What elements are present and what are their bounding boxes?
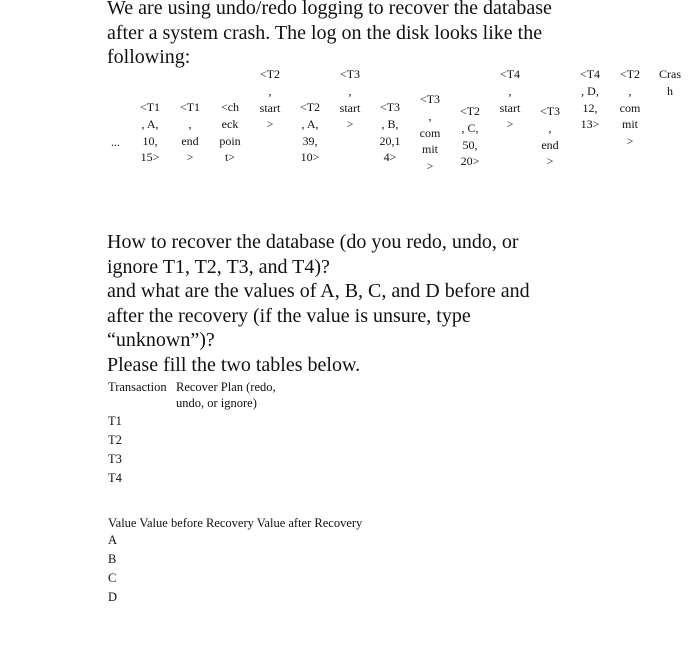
log-entry-line: com <box>419 125 441 140</box>
log-entry-line: start <box>259 100 281 115</box>
log-entry-line: 10> <box>300 150 320 165</box>
table1-header-plan: Recover Plan (redo, <box>176 380 276 394</box>
log-entry <box>330 66 370 133</box>
table1-row-t2: T2 <box>108 433 122 447</box>
log-ellipsis: ... <box>111 135 120 149</box>
log-entry-line: <T2 <box>259 67 281 81</box>
log-entry-line: , A, <box>301 116 319 131</box>
log-entry-line: 50, <box>462 137 478 152</box>
log-entry <box>610 66 650 150</box>
log-entry-line: <T2 <box>299 100 321 114</box>
log-entry-line: 20> <box>460 154 480 169</box>
log-entry-line: <T2 <box>459 104 481 118</box>
log-entry <box>170 99 210 166</box>
log-entry <box>450 103 490 170</box>
intro-paragraph: We are using undo/redo logging to recover the database after a system crash. The log on the disk looks like the following: <box>107 0 552 68</box>
log-entry-line: end <box>541 137 559 152</box>
question-line: “unknown”)? <box>107 329 215 351</box>
log-entry-line: > <box>506 117 514 132</box>
log-entry-line: <T1 <box>139 100 161 114</box>
log-entry <box>530 103 570 170</box>
log-entry-line: <T3 <box>539 104 561 118</box>
log-entry-line: <T3 <box>379 100 401 114</box>
log-entry-line: 12, <box>582 100 598 115</box>
log-entry-line: , <box>628 83 632 98</box>
log-entry-line: start <box>499 100 521 115</box>
question-line: and what are the values of A, B, C, and D before and <box>107 280 530 302</box>
log-entry-line: > <box>346 117 354 132</box>
table2-row-d: D <box>108 590 118 604</box>
log-entry <box>650 66 690 100</box>
log-entry-line: <T3 <box>419 92 441 106</box>
log-entry-line: <T1 <box>179 100 201 114</box>
table1-row-t1: T1 <box>108 414 122 428</box>
log-entry-line: , <box>428 108 432 123</box>
log-entry-line: , <box>348 83 352 98</box>
log-entry-line: , B, <box>381 116 399 131</box>
log-entry-line: <T4 <box>579 67 601 81</box>
question-line: Please fill the two tables below. <box>107 353 361 376</box>
log-entry-line: , <box>548 120 552 135</box>
log-entry-line: end <box>181 133 199 148</box>
log-entry-line: , <box>268 83 272 98</box>
log-entry <box>250 66 290 133</box>
log-entry-line: 10, <box>142 133 158 148</box>
log-entry-line: <T4 <box>499 67 521 81</box>
log-entry-line: poin <box>219 133 241 148</box>
log-entry-line: 15> <box>140 150 160 165</box>
log-entry <box>490 66 530 133</box>
log-entry-line: , <box>508 83 512 98</box>
log-entry-line: mit <box>421 142 438 157</box>
log-entry-line: > <box>626 134 634 149</box>
log-entry-line: > <box>186 150 194 165</box>
log-entry-line: 4> <box>383 150 397 165</box>
log-entry-line: start <box>339 100 361 115</box>
table2-header: Value Value before Recovery Value after Recovery <box>108 516 363 530</box>
log-entry-line: Cras <box>659 67 681 81</box>
log-entry <box>290 99 330 166</box>
question-line: How to recover the database (do you redo, undo, or <box>107 231 519 253</box>
question-paragraph <box>107 230 587 377</box>
log-entry-line: <T3 <box>339 67 361 81</box>
log-entry-line: > <box>546 154 554 169</box>
log-entry-line: h <box>667 83 673 98</box>
log-entry-line: , C, <box>461 120 479 135</box>
question-line: ignore T1, T2, T3, and T4)? <box>107 255 330 278</box>
log-entry-line: <ch <box>220 100 240 114</box>
log-entry-line: t> <box>224 150 236 165</box>
table1-row-t3: T3 <box>108 452 122 466</box>
log-entry-line: , A, <box>141 116 159 131</box>
log-entry-line: mit <box>621 117 638 132</box>
log-entry <box>410 91 450 175</box>
log-entry-line: , D, <box>581 83 599 98</box>
table1-header-plan: undo, or ignore) <box>176 396 257 410</box>
log-entry-line: 13> <box>580 117 600 132</box>
log-entry <box>570 66 610 133</box>
log-entry <box>130 99 170 166</box>
log-entry-line: <T2 <box>619 67 641 81</box>
log-entry-line: eck <box>221 116 239 131</box>
table2-row-c: C <box>108 571 117 585</box>
log-entry-line: > <box>266 117 274 132</box>
table2-row-a: A <box>108 533 118 547</box>
table2-row-b: B <box>108 552 117 566</box>
table1-row-t4: T4 <box>108 471 122 485</box>
question-line: after the recovery (if the value is unsure, type <box>107 304 471 327</box>
log-entry-line: , <box>188 116 192 131</box>
log-entry <box>210 99 250 166</box>
table1-header-transaction: Transaction <box>108 380 167 394</box>
log-entry <box>370 99 410 166</box>
log-entry-line: > <box>426 159 434 174</box>
log-entry-line: 20,1 <box>379 133 401 148</box>
log-entry-line: 39, <box>302 133 318 148</box>
log-entry-line: com <box>619 100 641 115</box>
